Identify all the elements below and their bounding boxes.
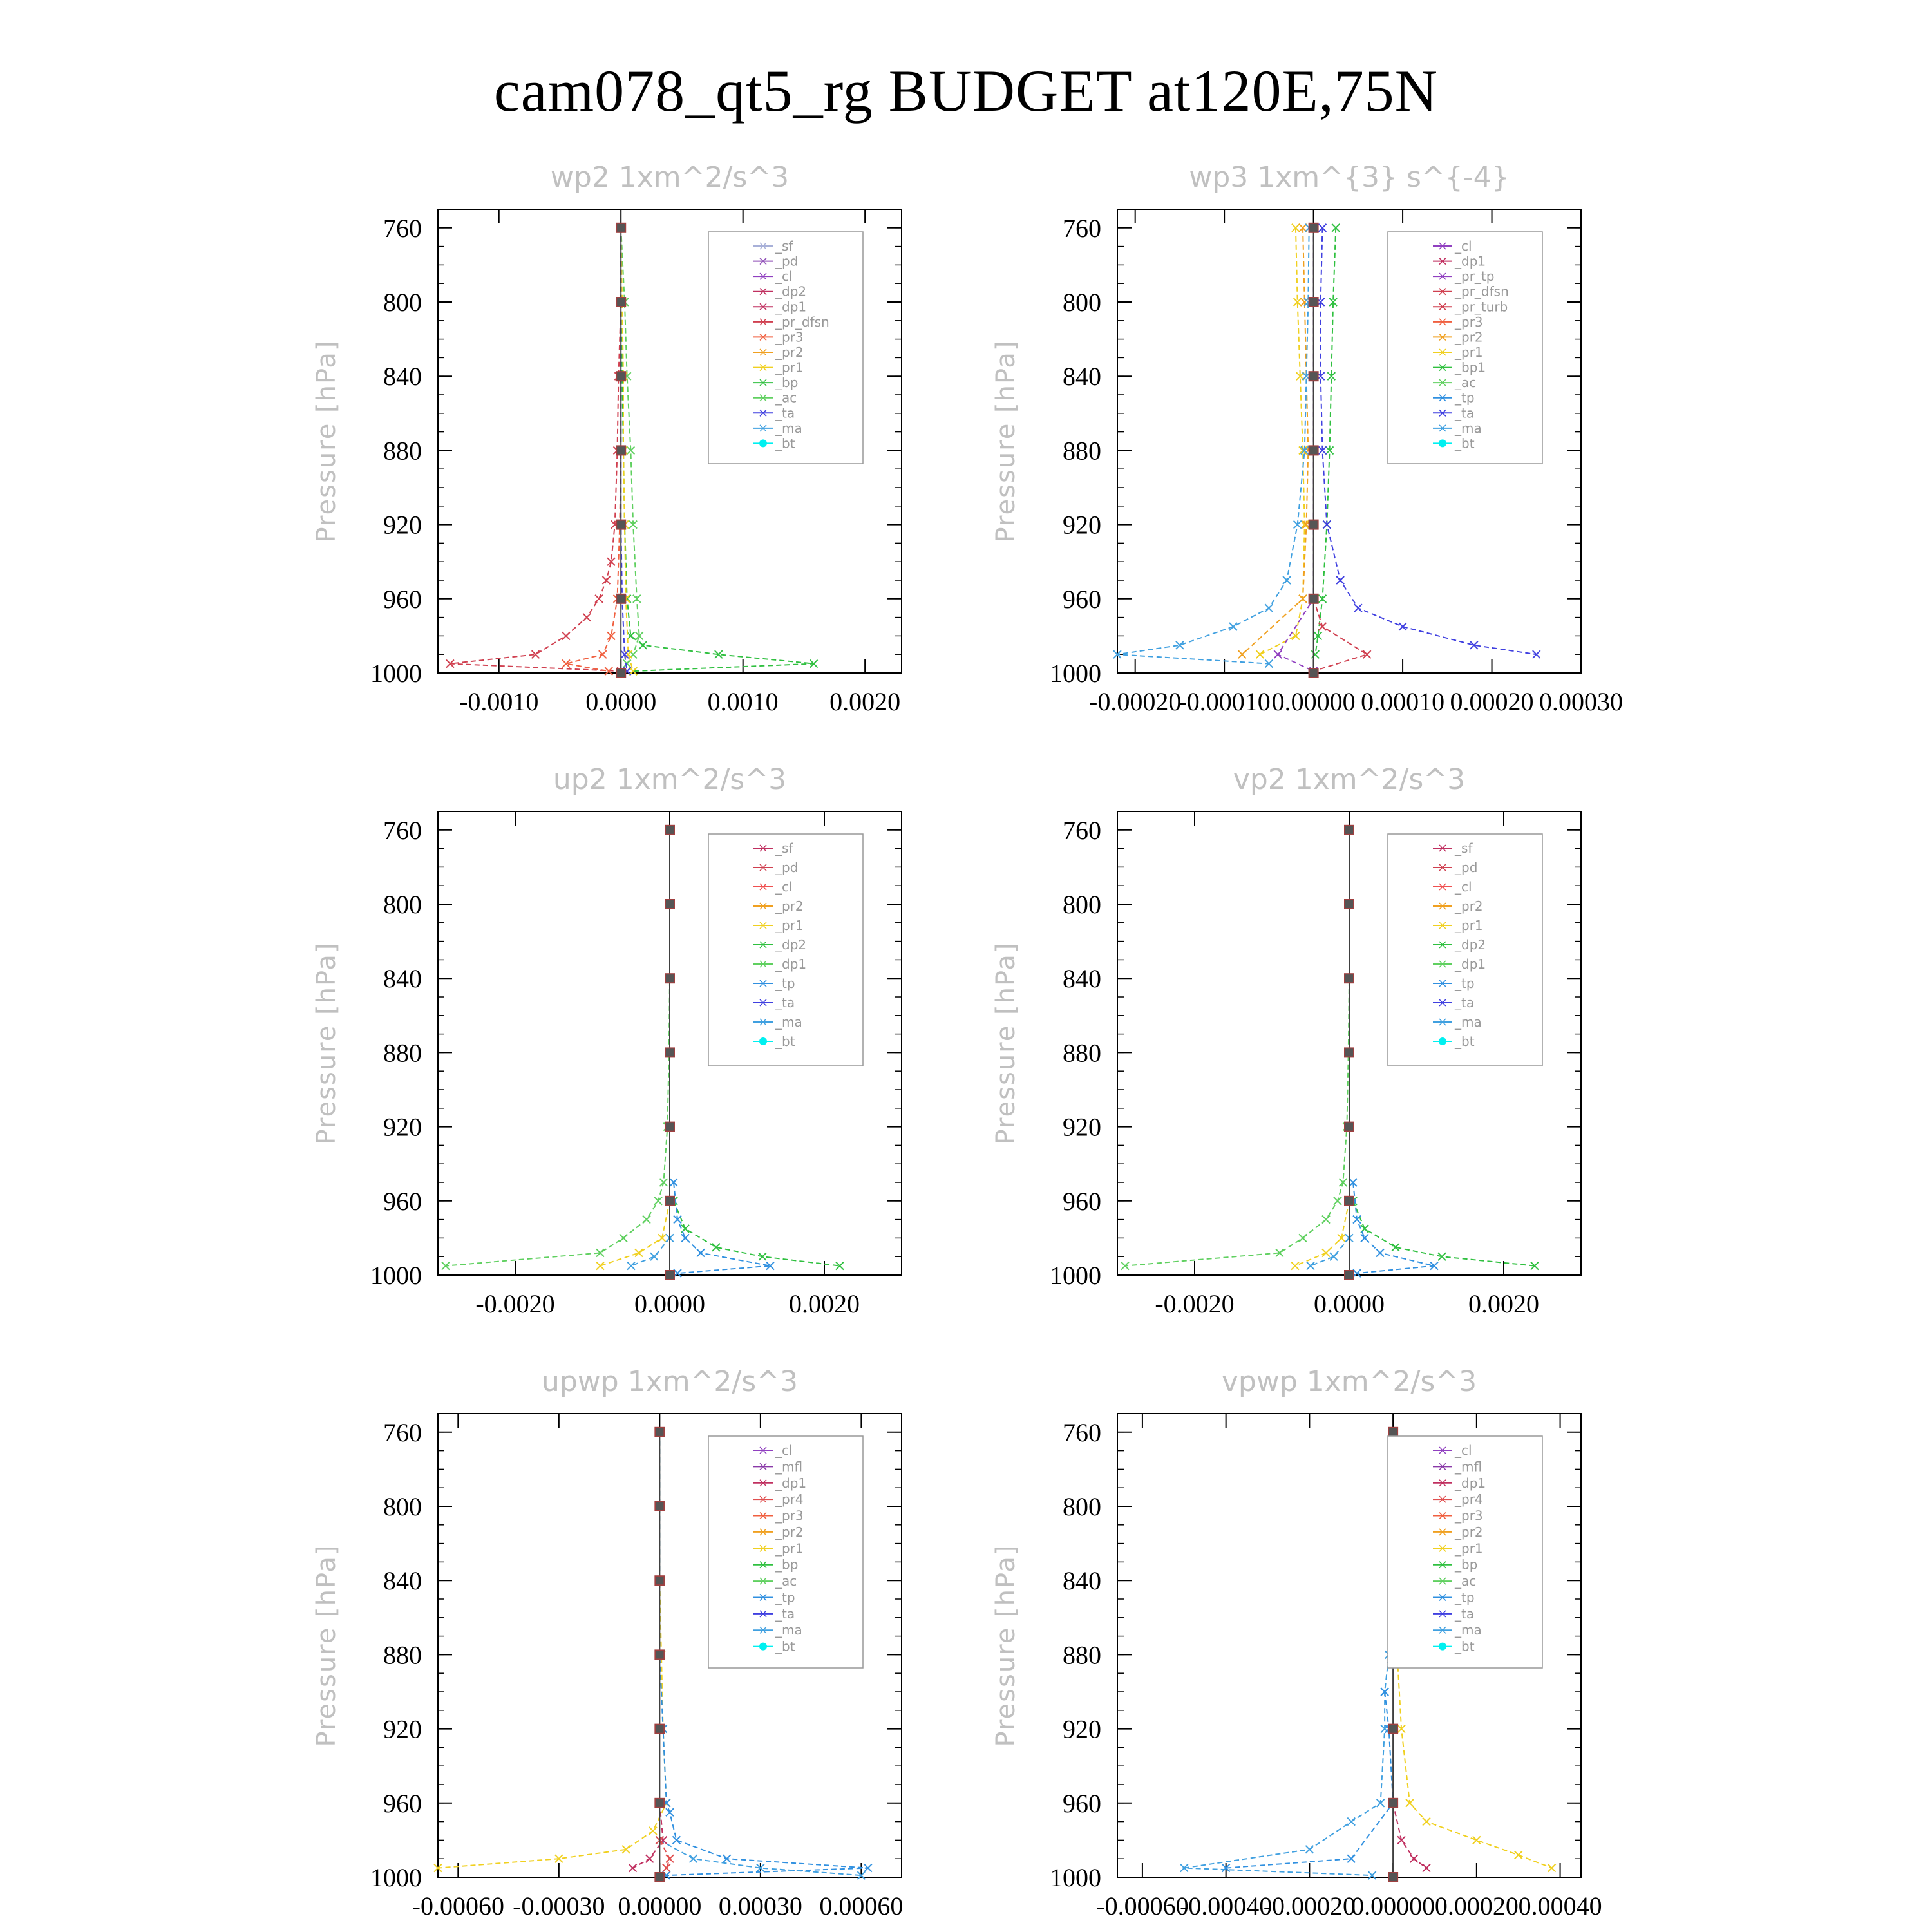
y-tick-label: 1000: [370, 1863, 422, 1892]
legend-label: _pr3: [775, 329, 804, 345]
data-point: [635, 1249, 643, 1256]
legend-label: _bp: [775, 375, 799, 391]
y-tick-label: 960: [1063, 1788, 1101, 1818]
data-point: [1334, 1197, 1341, 1205]
data-point: [1368, 1871, 1376, 1879]
legend-label: _bt: [775, 1638, 795, 1654]
x-tick-label: -0.0020: [1155, 1289, 1235, 1318]
x-tick-label: -0.00020: [1263, 1891, 1356, 1920]
legend-label: _pr4: [775, 1492, 804, 1508]
data-point: [1347, 1855, 1355, 1862]
y-tick-label: 800: [383, 890, 422, 919]
x-tick-label: 0.00000: [618, 1891, 702, 1920]
legend-label: _pr1: [775, 359, 804, 375]
legend-label: _pr2: [1455, 1524, 1483, 1540]
legend-label: _ta: [775, 995, 795, 1010]
series-line-pr1: [438, 1432, 667, 1868]
data-point: [723, 1855, 731, 1862]
data-point: [655, 1576, 664, 1585]
y-tick-label: 960: [383, 1788, 422, 1818]
series-line-ma: [1184, 1432, 1393, 1875]
y-tick-label: 840: [383, 362, 422, 392]
y-tick-label: 760: [1063, 213, 1101, 243]
data-point: [655, 1428, 664, 1437]
x-tick-label: -0.00010: [1178, 687, 1271, 716]
data-point: [659, 1179, 667, 1186]
y-tick-label: 960: [1063, 1186, 1101, 1216]
data-point: [1307, 1262, 1314, 1270]
legend-label: _bt: [775, 1034, 795, 1049]
panel-2: [312, 763, 902, 1318]
data-point: [655, 1873, 664, 1882]
series-line-dp1: [1393, 1803, 1426, 1868]
legend-label: _ma: [1455, 420, 1482, 436]
data-point: [1265, 604, 1273, 612]
y-tick-label: 880: [383, 436, 422, 466]
y-axis-label: Pressure [hPa]: [991, 339, 1021, 543]
y-axis-label: Pressure [hPa]: [991, 942, 1021, 1145]
legend-label: _pr_dfsn: [775, 314, 829, 330]
data-point: [583, 614, 591, 621]
data-point: [1229, 623, 1237, 630]
legend-label: _dp1: [1455, 1475, 1486, 1491]
data-point: [1336, 576, 1344, 584]
legend-label: _cl: [1455, 879, 1472, 895]
x-tick-label: 0.00030: [1539, 687, 1623, 716]
y-tick-label: 920: [1063, 1112, 1101, 1142]
y-tick-label: 1000: [1050, 1261, 1101, 1290]
x-tick-label: 0.0000: [585, 687, 657, 716]
legend-label: _bp: [775, 1557, 799, 1573]
data-point: [616, 223, 625, 232]
series-line-dp2: [1353, 1201, 1535, 1266]
x-tick-label: -0.0010: [459, 687, 539, 716]
data-point: [665, 1048, 674, 1057]
y-tick-label: 960: [1063, 584, 1101, 614]
legend-label: _ta: [1455, 995, 1475, 1010]
legend-label: _ac: [775, 390, 797, 406]
legend-label: _dp2: [775, 283, 807, 299]
data-point: [627, 1262, 635, 1270]
legend-marker: [1439, 1037, 1446, 1045]
y-tick-label: 800: [383, 288, 422, 317]
x-tick-label: 0.00040: [1518, 1891, 1602, 1920]
y-tick-label: 1000: [1050, 659, 1101, 688]
x-tick-label: -0.00030: [513, 1891, 605, 1920]
data-point: [629, 1864, 637, 1872]
legend-label: _pr2: [775, 345, 804, 360]
x-tick-label: 0.0000: [634, 1289, 705, 1318]
legend-label: _ac: [775, 1573, 797, 1589]
legend-label: _ta: [1455, 1605, 1475, 1622]
data-point: [1309, 372, 1318, 381]
data-point: [655, 1650, 664, 1659]
legend-label: _cl: [1455, 238, 1472, 254]
data-point: [1388, 1428, 1397, 1437]
y-tick-label: 880: [1063, 436, 1101, 466]
data-point: [562, 632, 570, 639]
data-point: [595, 595, 603, 603]
data-point: [1363, 650, 1371, 658]
legend-label: _sf: [775, 238, 793, 254]
legend-label: _pd: [1455, 860, 1478, 875]
legend-label: _tp: [1455, 390, 1475, 406]
data-point: [1309, 594, 1318, 603]
panel-title: up2 1xm^2/s^3: [553, 763, 787, 796]
legend-label: _dp1: [1455, 956, 1486, 972]
data-point: [616, 372, 625, 381]
legend-label: _ac: [1455, 375, 1477, 391]
data-point: [650, 1253, 658, 1260]
x-tick-label: -0.00060: [412, 1891, 504, 1920]
y-tick-label: 1000: [1050, 1863, 1101, 1892]
legend-label: _pr1: [775, 918, 804, 933]
legend-label: _ta: [775, 405, 795, 421]
series-line-tp: [674, 1182, 770, 1273]
data-point: [1309, 668, 1318, 677]
y-tick-label: 800: [1063, 1492, 1101, 1521]
data-point: [1345, 974, 1354, 983]
data-point: [1291, 1262, 1299, 1270]
x-tick-label: -0.00040: [1179, 1891, 1273, 1920]
legend-marker: [759, 439, 767, 447]
legend-label: _pr2: [775, 898, 804, 914]
legend-marker: [759, 1037, 767, 1045]
y-tick-label: 880: [383, 1038, 422, 1068]
data-point: [1318, 623, 1326, 630]
panel-5: [991, 1365, 1602, 1920]
y-tick-label: 920: [383, 1112, 422, 1142]
legend-label: _tp: [1455, 976, 1475, 991]
y-tick-label: 920: [383, 510, 422, 540]
data-point: [1354, 604, 1362, 612]
series-line-pr_dfsn: [566, 228, 621, 671]
legend-label: _bt: [775, 435, 795, 451]
data-point: [1347, 1818, 1355, 1826]
data-point: [663, 1864, 670, 1872]
x-tick-label: 0.0020: [789, 1289, 860, 1318]
x-tick-label: -0.00060: [1096, 1891, 1189, 1920]
data-point: [1423, 1864, 1430, 1872]
y-tick-label: 840: [1063, 1566, 1101, 1596]
y-tick-label: 1000: [370, 1261, 422, 1290]
data-point: [639, 641, 647, 649]
legend-label: _bt: [1455, 1638, 1475, 1654]
legend-label: _cl: [775, 1443, 793, 1458]
series-line-dp1: [446, 830, 670, 1266]
panel-title: wp3 1xm^{3} s^{-4}: [1189, 161, 1510, 194]
data-point: [602, 576, 610, 584]
y-tick-label: 920: [1063, 1714, 1101, 1744]
data-point: [1274, 650, 1282, 658]
x-tick-label: 0.00020: [1434, 1891, 1519, 1920]
legend-label: _ac: [1455, 1573, 1477, 1589]
data-point: [649, 1827, 657, 1835]
y-tick-label: 880: [1063, 1038, 1101, 1068]
data-point: [690, 1855, 697, 1862]
data-point: [596, 1262, 604, 1270]
series-line-dp1: [633, 1803, 663, 1868]
panel-0: [312, 161, 902, 716]
legend-label: _mfl: [775, 1459, 803, 1475]
data-point: [599, 650, 607, 658]
legend-label: _pr_tp: [1455, 269, 1495, 285]
data-point: [681, 1234, 689, 1242]
data-point: [1345, 1271, 1354, 1280]
legend-label: _cl: [775, 879, 793, 895]
data-point: [1330, 1253, 1338, 1260]
legend-label: _pr3: [1455, 314, 1483, 330]
series-line-pr2: [1242, 228, 1308, 654]
legend-label: _dp1: [775, 956, 807, 972]
legend-label: _pr4: [1455, 1492, 1483, 1508]
legend-label: _pr_turb: [1455, 299, 1508, 315]
series-line-tp: [1226, 1692, 1393, 1868]
data-point: [665, 826, 674, 835]
data-point: [1548, 1864, 1556, 1872]
data-point: [1388, 1725, 1397, 1734]
y-tick-label: 920: [1063, 510, 1101, 540]
panel-title: upwp 1xm^2/s^3: [541, 1365, 799, 1398]
y-tick-label: 760: [383, 815, 422, 845]
data-point: [1388, 1799, 1397, 1808]
data-point: [666, 1855, 674, 1862]
data-point: [665, 900, 674, 909]
legend-marker: [759, 1643, 767, 1651]
y-axis-label: Pressure [hPa]: [312, 339, 341, 543]
data-point: [1309, 223, 1318, 232]
legend-label: _pr3: [1455, 1508, 1483, 1524]
data-point: [1311, 650, 1319, 658]
x-tick-label: 0.00030: [718, 1891, 802, 1920]
legend-label: _dp2: [1455, 937, 1486, 952]
legend-label: _ma: [775, 1622, 802, 1638]
data-point: [1410, 1855, 1418, 1862]
data-point: [665, 1122, 674, 1132]
data-point: [665, 974, 674, 983]
y-tick-label: 1000: [370, 659, 422, 688]
legend-label: _tp: [775, 976, 795, 991]
y-tick-label: 840: [383, 1566, 422, 1596]
panel-title: vpwp 1xm^2/s^3: [1221, 1365, 1477, 1398]
data-point: [1345, 1197, 1354, 1206]
x-tick-label: -0.0020: [475, 1289, 555, 1318]
legend-label: _pr2: [1455, 898, 1483, 914]
data-point: [1361, 1234, 1368, 1242]
y-tick-label: 880: [1063, 1640, 1101, 1670]
panel-title: vp2 1xm^2/s^3: [1233, 763, 1466, 796]
data-point: [654, 1197, 662, 1205]
legend-label: _cl: [1455, 1443, 1472, 1458]
data-point: [1309, 298, 1318, 307]
x-tick-label: 0.0020: [1468, 1289, 1539, 1318]
x-tick-label: 0.0020: [829, 687, 901, 716]
data-point: [1299, 1234, 1307, 1242]
x-tick-label: 0.00060: [819, 1891, 904, 1920]
legend-label: _pr2: [1455, 329, 1483, 345]
data-point: [655, 1799, 664, 1808]
legend-marker: [1439, 439, 1446, 447]
legend-label: _pr1: [1455, 345, 1483, 360]
x-tick-label: 0.0000: [1314, 1289, 1385, 1318]
legend-label: _dp1: [775, 1475, 807, 1491]
legend-label: _bt: [1455, 435, 1475, 451]
data-point: [1345, 900, 1354, 909]
legend-label: _bt: [1455, 1034, 1475, 1049]
data-point: [1309, 446, 1318, 455]
y-tick-label: 760: [383, 213, 422, 243]
data-point: [665, 1271, 674, 1280]
y-tick-label: 880: [383, 1640, 422, 1670]
legend-label: _ma: [1455, 1014, 1482, 1030]
y-axis-label: Pressure [hPa]: [312, 1544, 341, 1747]
series-line-ma: [631, 1238, 670, 1265]
legend-label: _pr1: [1455, 918, 1483, 933]
data-point: [646, 1855, 654, 1862]
y-tick-label: 760: [1063, 815, 1101, 845]
data-point: [1238, 650, 1246, 658]
x-tick-label: 0.00000: [1351, 1891, 1435, 1920]
y-axis-label: Pressure [hPa]: [991, 1544, 1021, 1747]
y-tick-label: 760: [383, 1417, 422, 1447]
y-tick-label: 840: [383, 964, 422, 994]
y-axis-label: Pressure [hPa]: [312, 942, 341, 1145]
legend-label: _dp1: [775, 299, 807, 315]
legend-label: _bp: [1455, 1557, 1478, 1573]
page-title: cam078_qt5_rg BUDGET at120E,75N: [493, 58, 1439, 124]
series-line-ma: [1311, 1238, 1349, 1265]
data-point: [1345, 826, 1354, 835]
legend-label: _sf: [1455, 840, 1473, 856]
y-tick-label: 960: [383, 584, 422, 614]
y-tick-label: 960: [383, 1186, 422, 1216]
data-point: [1399, 623, 1406, 630]
legend-label: _pr_dfsn: [1455, 283, 1509, 299]
panel-1: [991, 161, 1623, 716]
legend-label: _ta: [775, 1605, 795, 1622]
x-tick-label: 0.00000: [1271, 687, 1356, 716]
series-line-dp1: [1125, 830, 1349, 1266]
y-tick-label: 800: [1063, 288, 1101, 317]
data-point: [616, 298, 625, 307]
legend-label: _tp: [1455, 1589, 1475, 1605]
legend-label: _ma: [775, 420, 802, 436]
legend-label: _pr1: [775, 1540, 804, 1557]
data-point: [1339, 1179, 1347, 1186]
y-tick-label: 840: [1063, 964, 1101, 994]
data-point: [697, 1249, 705, 1256]
data-point: [1283, 576, 1291, 584]
data-point: [1322, 1249, 1330, 1256]
panel-3: [991, 763, 1581, 1318]
data-point: [616, 668, 625, 677]
y-tick-label: 760: [1063, 1417, 1101, 1447]
legend-label: _sf: [775, 840, 793, 856]
data-point: [655, 1725, 664, 1734]
data-point: [1309, 520, 1318, 529]
data-point: [620, 1234, 627, 1242]
data-point: [1345, 1048, 1354, 1057]
panel-title: wp2 1xm^2/s^3: [550, 161, 790, 194]
y-tick-label: 800: [1063, 890, 1101, 919]
data-point: [643, 1216, 650, 1224]
data-point: [665, 1197, 674, 1206]
legend-label: _cl: [775, 269, 793, 285]
data-point: [655, 1502, 664, 1511]
legend-label: _ma: [1455, 1622, 1482, 1638]
legend-marker: [1439, 1643, 1446, 1651]
y-tick-label: 840: [1063, 362, 1101, 392]
data-point: [1256, 650, 1264, 658]
legend-label: _pr2: [775, 1524, 804, 1540]
legend-label: _ma: [775, 1014, 802, 1030]
data-point: [1473, 1836, 1481, 1844]
data-point: [616, 446, 625, 455]
data-point: [1388, 1873, 1397, 1882]
data-point: [1376, 1249, 1384, 1256]
data-point: [623, 660, 631, 668]
legend-label: _pr1: [1455, 1540, 1483, 1557]
data-point: [616, 520, 625, 529]
legend-label: _pr3: [775, 1508, 804, 1524]
series-line-bp1: [1315, 228, 1336, 654]
data-point: [1515, 1851, 1522, 1859]
x-tick-label: 0.00020: [1450, 687, 1534, 716]
panel-4: [312, 1365, 903, 1920]
data-point: [1345, 1122, 1354, 1132]
data-point: [666, 1808, 674, 1816]
series-line-dp1: [450, 228, 621, 671]
legend-label: _dp2: [775, 937, 807, 952]
legend-label: _mfl: [1455, 1459, 1482, 1475]
legend-label: _bp1: [1455, 359, 1486, 375]
x-tick-label: -0.00020: [1089, 687, 1182, 716]
y-tick-label: 800: [383, 1492, 422, 1521]
x-tick-label: 0.0010: [707, 687, 779, 716]
data-point: [1423, 1818, 1430, 1826]
y-tick-label: 920: [383, 1714, 422, 1744]
data-point: [1305, 1846, 1313, 1853]
legend-label: _pd: [775, 253, 799, 269]
data-point: [1322, 1216, 1330, 1224]
series-line-pr1: [1260, 228, 1305, 654]
x-tick-label: 0.00010: [1361, 687, 1445, 716]
data-point: [616, 594, 625, 603]
series-line-dp2: [674, 1201, 840, 1266]
series-line-ma: [1117, 228, 1309, 664]
legend-label: _pd: [775, 860, 799, 875]
legend-label: _tp: [775, 1589, 795, 1605]
legend-label: _ta: [1455, 405, 1475, 421]
legend-label: _dp1: [1455, 253, 1486, 269]
